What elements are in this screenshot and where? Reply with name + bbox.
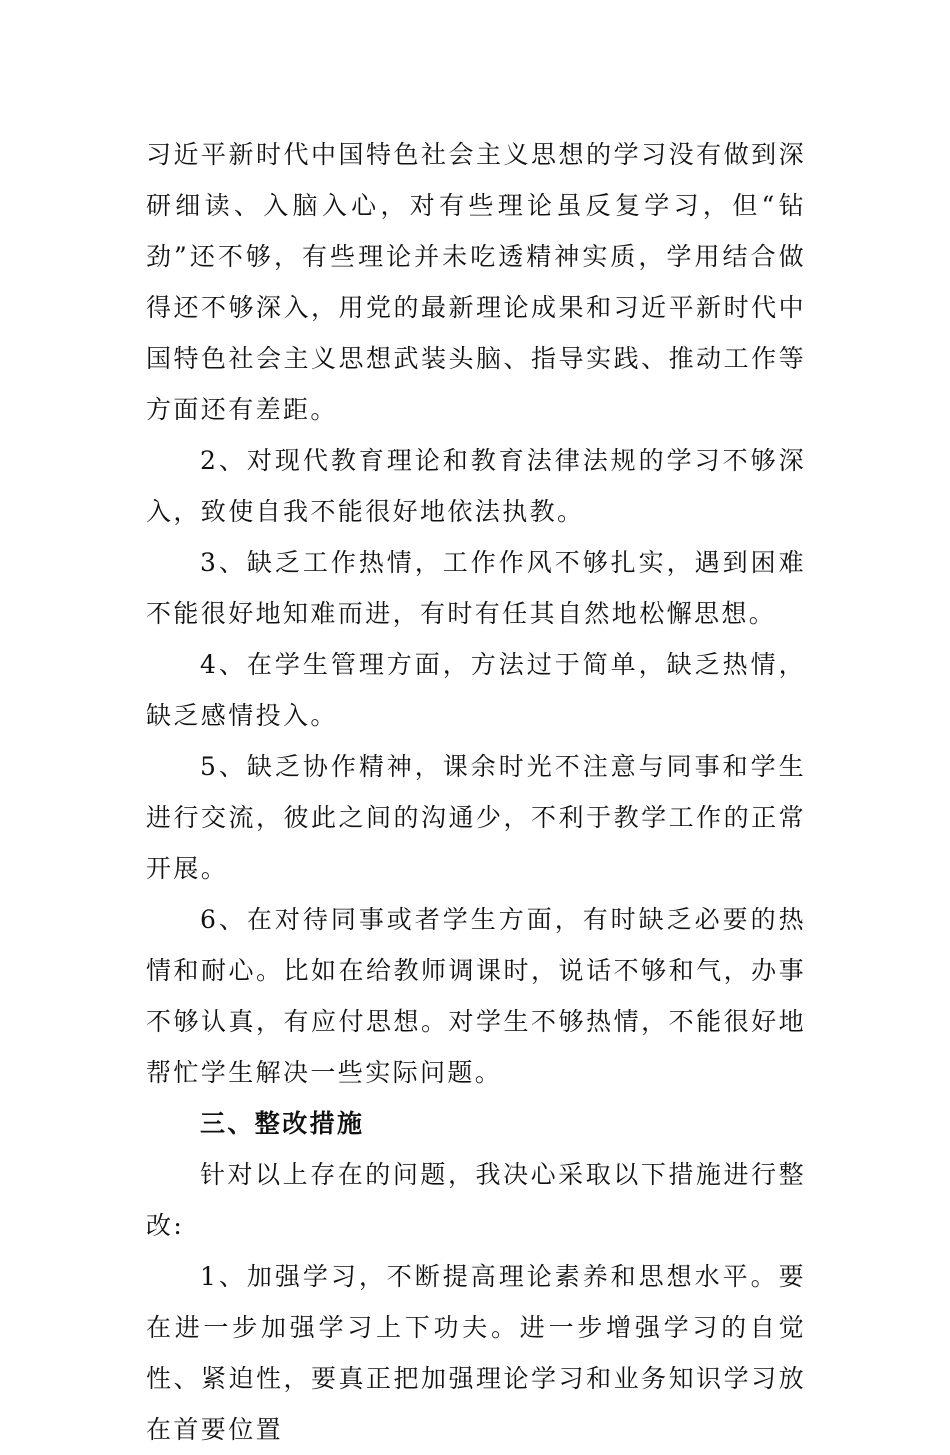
paragraph-item-4: 4、在学生管理方面，方法过于简单，缺乏热情，缺乏感情投入。 — [146, 650, 806, 730]
paragraph-item-5: 5、缺乏协作精神，课余时光不注意与同事和学生进行交流，彼此之间的沟通少，不利于教学工作的正常开展。 — [146, 752, 806, 883]
paragraph-continuation: 习近平新时代中国特色社会主义思想的学习没有做到深研细读、入脑入心，对有些理论虽反复学习，但“钻劲”还不够，有些理论并未吃透精神实质，学用结合做得还不够深入，用党的最新理论成果和习近平新时代中国特色社会主义思想武装头脑、指导实践、推动工作等方面还有差距。 — [146, 140, 806, 424]
paragraph-item-3: 3、缺乏工作热情，工作作风不够扎实，遇到困难不能很好地知难而进，有时有任其自然地松懈思想。 — [146, 548, 806, 628]
section-heading: 三、整改措施 — [200, 1109, 365, 1138]
paragraph-intro: 针对以上存在的问题，我决心采取以下措施进行整改: — [146, 1160, 806, 1240]
document-body — [146, 129, 806, 1455]
paragraph-item-2: 2、对现代教育理论和教育法律法规的学习不够深入，致使自我不能很好地依法执教。 — [146, 446, 806, 526]
paragraph-measure-1: 1、加强学习，不断提高理论素养和思想水平。要在进一步加强学习上下功夫。进一步增强学习的自觉性、紧迫性，要真正把加强理论学习和业务知识学习放在首要位置 — [146, 1262, 806, 1444]
paragraph-item-6: 6、在对待同事或者学生方面，有时缺乏必要的热情和耐心。比如在给教师调课时，说话不够和气，办事不够认真，有应付思想。对学生不够热情，不能很好地帮忙学生解决一些实际问题。 — [146, 905, 806, 1087]
